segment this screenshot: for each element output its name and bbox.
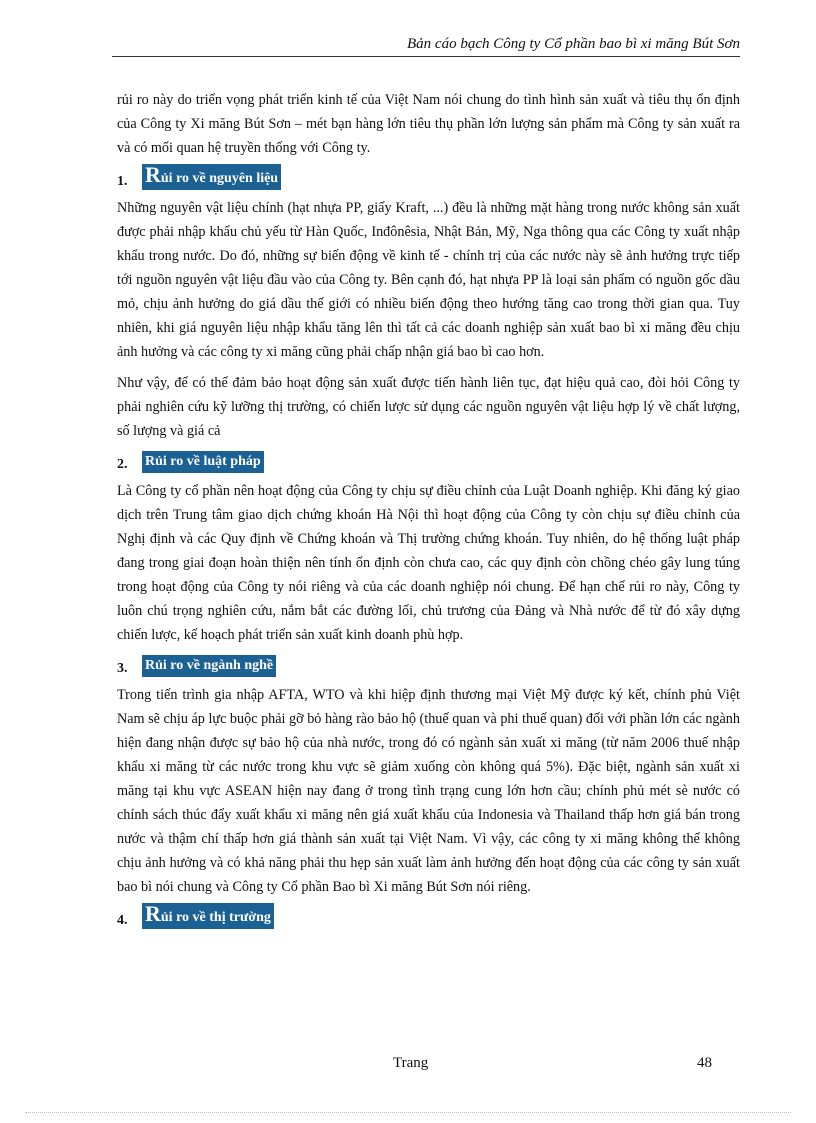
- footer-page-number: 48: [697, 1055, 712, 1071]
- body-paragraph: Những nguyên vật liệu chính (hạt nhựa PP, giấy Kraft, ...) đều là những mặt hàng trong nước không sản xuất được phải nhập khẩu chủ yếu từ Hàn Quốc, Inđônêsia, Nhật Bản, Mỹ, Nga thông qua các Công ty xuất nhập khẩu trong nước. Do đó, những sự biến động về kinh tế - chính trị của các nước này sẽ ảnh hưởng trực tiếp tới nguồn nguyên vật liệu đầu vào của Công ty. Bên cạnh đó, hạt nhựa PP là loại sản phẩm có nguồn gốc dầu mỏ, chịu ảnh hưởng do giá dầu thế giới có nhiều biến động theo hướng tăng cao trong thời gian qua. Tuy nhiên, khi giá nguyên liệu nhập khẩu tăng lên thì tất cả các doanh nghiệp sản xuất bao bì xi măng đều chịu ảnh hưởng và các công ty xi măng cũng phải chấp nhận giá bao bì cao hơn.: [117, 200, 740, 360]
- section-number: 3.: [117, 661, 128, 676]
- page-edge-divider: [25, 1112, 791, 1113]
- body-paragraph: Trong tiến trình gia nhập AFTA, WTO và khi hiệp định thương mại Việt Mỹ được ký kết, chính phủ Việt Nam sẽ chịu áp lực buộc phải gỡ bỏ hàng rào bảo hộ (thuế quan và phi thuế quan) đối với phần lớn các ngành hiện đang nhận được sự bảo hộ của nhà nước, trong đó có ngành sản xuất xi măng (từ năm 2006 thuế nhập khẩu xi măng từ các nước trong khu vực sẽ giảm xuống còn không quá 5%). Đặc biệt, ngành sản xuất xi măng tại khu vực ASEAN hiện nay đang ở trong tình trạng cung lớn hơn cầu; chính phủ mét sè nước có chính sách thúc đẩy xuất khẩu xi măng nên giá xuất khẩu của Indonesia và Thailand thấp hơn giá bán trong nước và thậm chí thấp hơn giá thành sản xuất tại Việt Nam. Vì vậy, các công ty xi măng không thể không chịu ảnh hưởng và có khả năng phải thu hẹp sản xuất làm ảnh hưởng đến hoạt động của các công ty sản xuất bao bì nói chung và Công ty Cổ phần Bao bì Xi măng Bút Sơn nói riêng.: [117, 687, 740, 895]
- section-title: Rủi ro về ngành nghề: [142, 655, 276, 677]
- body-paragraph: Như vậy, để có thể đảm bảo hoạt động sản xuất được tiến hành liên tục, đạt hiệu quả cao, đòi hỏi Công ty phải nghiên cứu kỹ lưỡng thị trường, có chiến lược sử dụng các nguồn nguyên vật liệu hợp lý về chất lượng, số lượng và giá cả: [117, 375, 740, 439]
- section-heading-raw-materials: [117, 164, 740, 190]
- section-title: Rủi ro về thị trường: [142, 903, 274, 929]
- section-heading-market: [117, 903, 740, 929]
- running-header: Bản cáo bạch Công ty Cổ phần bao bì xi măng Bút Sơn: [112, 36, 740, 57]
- footer-page-label: Trang: [393, 1055, 429, 1071]
- section-heading-legal: [117, 447, 740, 473]
- section-title: Rủi ro về luật pháp: [142, 451, 264, 473]
- body-paragraph: Là Công ty cổ phần nên hoạt động của Công ty chịu sự điều chỉnh của Luật Doanh nghiệp. Khi đăng ký giao dịch trên Trung tâm giao dịch chứng khoán Hà Nội thì hoạt động của Công ty còn chịu sự điều chỉnh của Nghị định và các Quy định về Chứng khoán và Thị trường chứng khoán. Tuy nhiên, do hệ thống luật pháp đang trong giai đoạn hoàn thiện nên tính ổn định còn chưa cao, các quy định còn chồng chéo gây lung túng trong hoạt động của Công ty nói riêng và của các doanh nghiệp nói chung. Để hạn chế rủi ro này, Công ty luôn chú trọng nghiên cứu, nắm bắt các đường lối, chủ trương của Đảng và Nhà nước để từ đó xây dựng chiến lược, kế hoạch phát triển sản xuất kinh doanh phù hợp.: [117, 483, 740, 643]
- section-number: 2.: [117, 457, 128, 472]
- section-number: 1.: [117, 174, 128, 189]
- section-title: Rủi ro về nguyên liệu: [142, 164, 281, 190]
- intro-paragraph: rủi ro này do triển vọng phát triển kinh tế của Việt Nam nói chung do tình hình sản xuất và tiêu thụ ổn định của Công ty Xi măng Bút Sơn – mét bạn hàng lớn tiêu thụ phần lớn lượng sản phẩm mà Công ty sản xuất ra và có mối quan hệ truyền thống với Công ty.: [117, 92, 740, 156]
- section-heading-industry: [117, 651, 740, 677]
- section-number: 4.: [117, 913, 128, 928]
- page-body: [117, 88, 740, 935]
